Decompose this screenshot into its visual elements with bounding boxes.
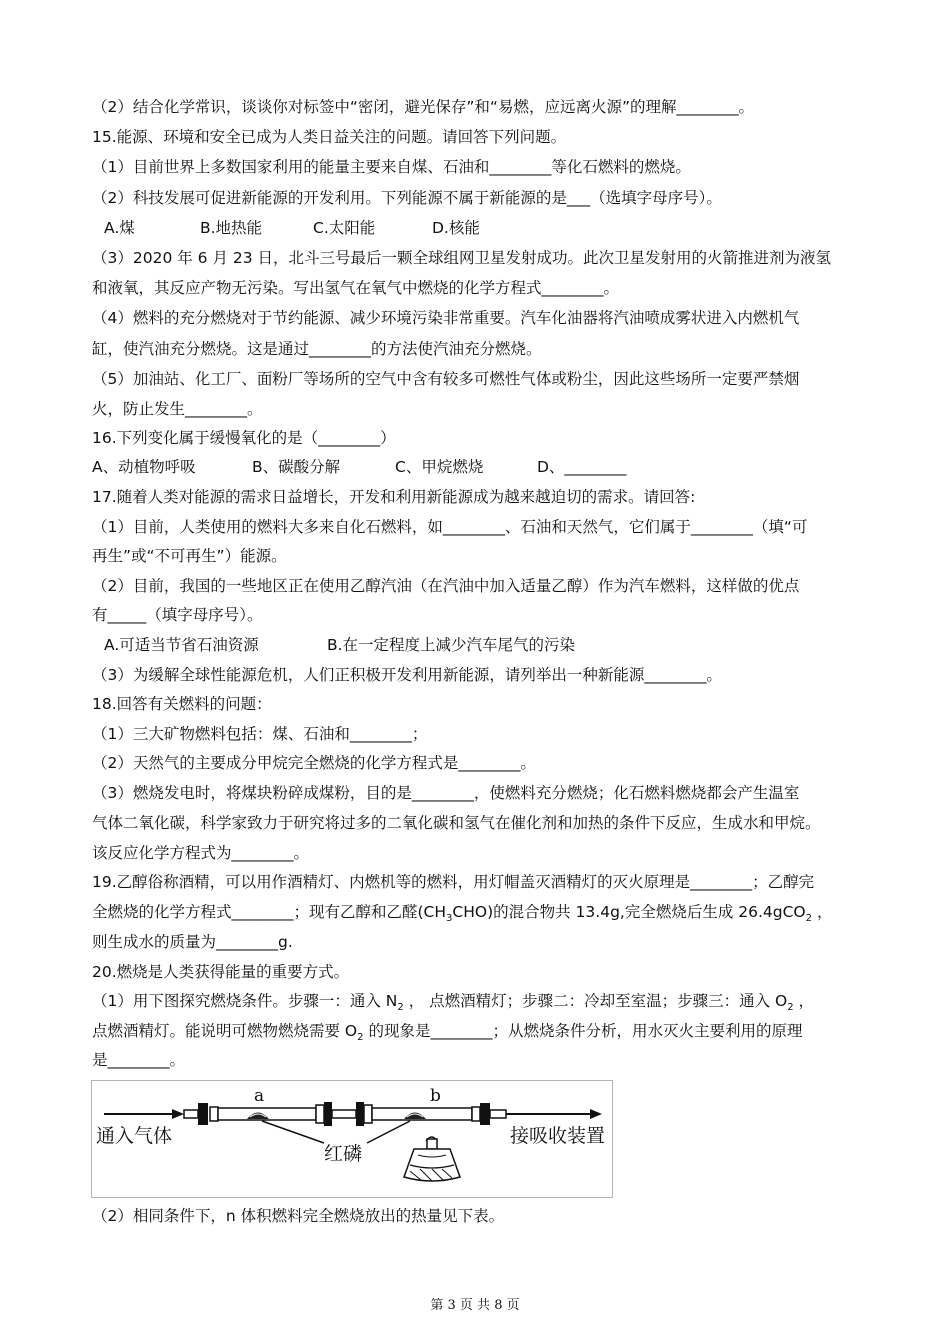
q15-part1: （1）目前世界上多数国家利用的能量主要来自煤、石油和________等化石燃料的燃烧。 xyxy=(92,158,691,176)
q17-part2-line2: 有_____（填字母序号）。 xyxy=(92,606,263,624)
q16-option-b: B、碳酸分解 xyxy=(252,458,341,476)
q17-stem: 17.随着人类对能源的需求日益增长，开发和利用新能源成为越来越迫切的需求。请回答: xyxy=(92,488,696,506)
q18-part3-line1: （3）燃烧发电时，将煤块粉碎成煤粉，目的是________，使燃料充分燃烧；化石燃料燃烧都会产生温室 xyxy=(92,784,800,802)
q15-part5-line2: 火，防止发生________。 xyxy=(92,400,263,418)
q15-part5-line1: （5）加油站、化工厂、面粉厂等场所的空气中含有较多可燃性气体或粉尘，因此这些场所一定要严禁烟 xyxy=(92,370,800,388)
q20-stem: 20.燃烧是人类获得能量的重要方式。 xyxy=(92,963,350,981)
q16-option-a: A、动植物呼吸 xyxy=(92,458,196,476)
q17-part3: （3）为缓解全球性能源危机，人们正积极开发利用新能源，请列举出一种新能源________。 xyxy=(92,666,722,684)
q15-option-d: D.核能 xyxy=(432,219,480,237)
q18-part3-line2: 气体二氧化碳，科学家致力于研究将过多的二氧化碳和氢气在催化剂和加热的条件下反应，生成水和甲烷。 xyxy=(92,814,821,832)
red-phosphorus-label: 红磷 xyxy=(324,1143,363,1165)
q15-part3-line1: （3）2020 年 6 月 23 日，北斗三号最后一颗全球组网卫星发射成功。此次卫星发射用的火箭推进剂为液氢 xyxy=(92,249,832,267)
q16-option-d: D、________ xyxy=(537,458,627,476)
q15-part4-line1: （4）燃料的充分燃烧对于节约能源、减少环境污染非常重要。汽车化油器将汽油喷成雾状进入内燃机气 xyxy=(92,309,800,327)
q20-part1-line1: （1）用下图探究燃烧条件。步骤一：通入 $N_2$ ， 点燃酒精灯；步骤二：冷却至室温；步骤三：通入 $O_2$ ， xyxy=(92,992,815,1014)
q17-part2-line1: （2）目前，我国的一些地区正在使用乙醇汽油（在汽油中加入适量乙醇）作为汽车燃料，这样做的优点 xyxy=(92,577,800,595)
tube-a-label: a xyxy=(254,1086,265,1106)
q17-option-a: A.可适当节省石油资源 xyxy=(104,636,259,654)
q17-option-b: B.在一定程度上减少汽车尾气的污染 xyxy=(327,636,576,654)
q17-part1-line1: （1）目前，人类使用的燃料大多来自化石燃料，如________、石油和天然气，它们属于________（填“可 xyxy=(92,518,808,536)
q20-part1-line3: 是________。 xyxy=(92,1051,186,1069)
q18-stem: 18.回答有关燃料的问题： xyxy=(92,695,272,713)
q15-part4-line2: 缸，使汽油充分燃烧。这是通过________的方法使汽油充分燃烧。 xyxy=(92,340,542,358)
page-footer: 第 3 页 共 8 页 xyxy=(430,1298,520,1313)
q18-part1: （1）三大矿物燃料包括：煤、石油和________； xyxy=(92,725,428,743)
q15-part2: （2）科技发展可促进新能源的开发利用。下列能源不属于新能源的是___（选填字母序号）。 xyxy=(92,189,722,207)
q19-line1: 19.乙醇俗称酒精，可以用作酒精灯、内燃机等的燃料，用灯帽盖灭酒精灯的灭火原理是________；乙醇完 xyxy=(92,873,815,891)
q14-part2: （2）结合化学常识，谈谈你对标签中“密闭，避光保存”和“易燃，应远离火源”的理解________。 xyxy=(92,98,754,116)
q15-stem: 15.能源、环境和安全已成为人类日益关注的问题。请回答下列问题。 xyxy=(92,128,567,146)
q15-option-c: C.太阳能 xyxy=(313,219,376,237)
q15-option-b: B.地热能 xyxy=(200,219,263,237)
q18-part3-line3: 该反应化学方程式为________。 xyxy=(92,844,310,862)
q16-stem: 16.下列变化属于缓慢氧化的是（________） xyxy=(92,429,396,447)
gas-inlet-label: 通入气体 xyxy=(96,1125,173,1147)
q19-line3: 则生成水的质量为________g. xyxy=(92,933,293,951)
absorber-outlet-label: 接吸收装置 xyxy=(510,1125,606,1147)
q15-part3-line2: 和液氧，其反应产物无污染。写出氢气在氧气中燃烧的化学方程式________。 xyxy=(92,279,620,297)
q20-part1-line2: 点燃酒精灯。能说明可燃物燃烧需要 $O_2$ 的现象是________；从燃烧条件分析，用水灭火主要利用的原理 xyxy=(92,1022,803,1044)
q19-line2: 全燃烧的化学方程式________；现有乙醇和乙醛$(CH_3CHO)$的混合物共 13.4g,完全燃烧后生成 26.4gCO$_2$ ， xyxy=(92,903,833,925)
q17-part1-line2: 再生”或“不可再生”）能源。 xyxy=(92,547,287,565)
q20-part2: （2）相同条件下，n 体积燃料完全燃烧放出的热量见下表。 xyxy=(92,1207,505,1225)
combustion-apparatus-figure xyxy=(91,1080,613,1198)
q15-option-a: A.煤 xyxy=(104,219,135,237)
tube-b-label: b xyxy=(430,1086,441,1106)
q18-part2: （2）天然气的主要成分甲烷完全燃烧的化学方程式是________。 xyxy=(92,754,536,772)
q16-option-c: C、甲烷燃烧 xyxy=(395,458,484,476)
